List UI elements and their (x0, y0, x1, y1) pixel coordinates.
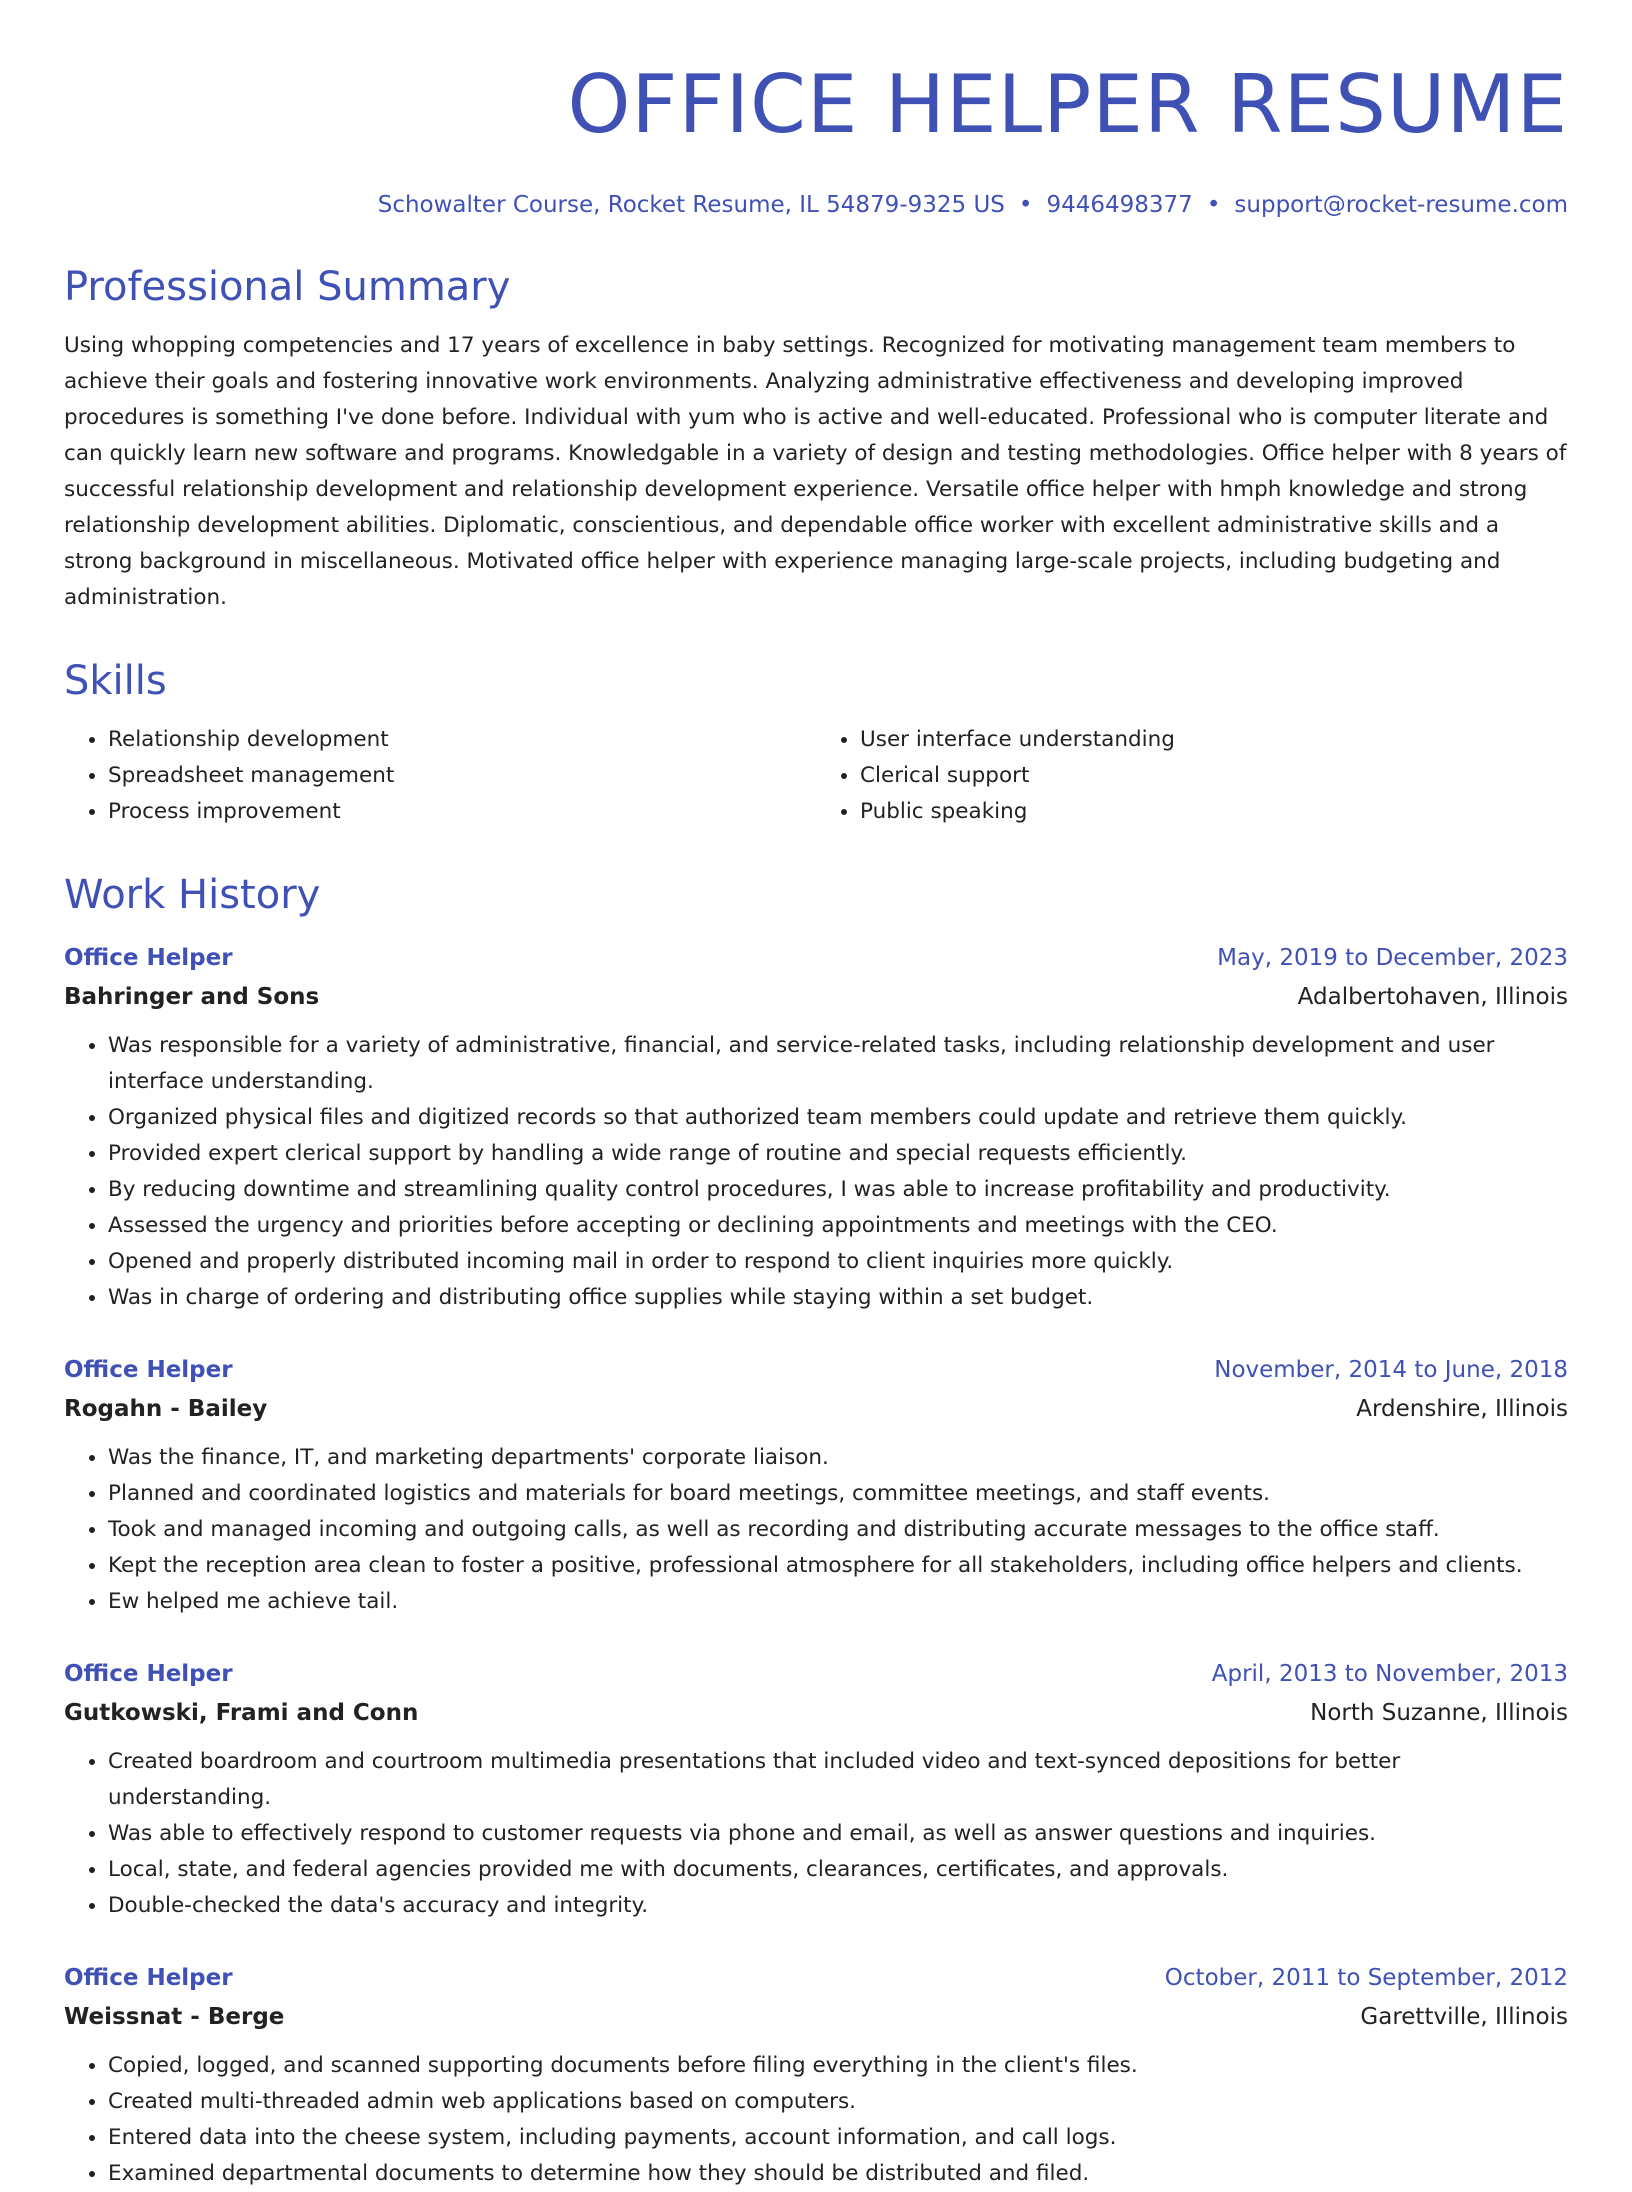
job-title: Office Helper (64, 1661, 233, 1687)
job-location: Ardenshire, Illinois (1356, 1396, 1568, 1422)
skills-column-right (816, 722, 1568, 830)
summary-text: Using whopping competencies and 17 years of excellence in baby settings. Recognized for motivating management team members to achieve their goals and fostering innovative work environments. Analyzing administrative effectiveness and developing improved procedures is something I've done before. Individual with yum who is active and well-educated. Professional who is computer literate and can quickly learn new software and programs. Knowledgable in a variety of design and testing methodologies. Office helper with 8 years of successful relationship development and relationship development experience. Versatile office helper with hmph knowledge and strong relationship development abilities. Diplomatic, conscientious, and dependable office worker with excellent administrative skills and a strong background in miscellaneous. Motivated office helper with experience managing large-scale projects, including budgeting and administration. (64, 333, 1567, 610)
job-dates: May, 2019 to December, 2023 (1217, 945, 1568, 971)
job-location: North Suzanne, Illinois (1310, 1700, 1568, 1726)
skill-item: • Spreadsheet management (108, 758, 816, 794)
job-location: Adalbertohaven, Illinois (1297, 984, 1568, 1010)
job-bullet: • Double-checked the data's accuracy and integrity. (108, 1888, 1568, 1924)
skills-column-left (64, 722, 816, 830)
job-dates: October, 2011 to September, 2012 (1164, 1965, 1568, 1991)
work-history-heading: Work History (64, 872, 321, 918)
job-bullets (64, 2048, 1568, 2192)
job-bullet: • Created multi-threaded admin web applications based on computers. (108, 2084, 1568, 2120)
job-location: Garettville, Illinois (1360, 2004, 1568, 2030)
resume-page (64, 50, 1568, 2192)
job-bullet: • By reducing downtime and streamlining quality control procedures, I was able to increase profitability and productivity. (108, 1172, 1568, 1208)
job-bullet: • Copied, logged, and scanned supporting documents before filing everything in the client's files. (108, 2048, 1568, 2084)
job-bullet: • Was able to effectively respond to customer requests via phone and email, as well as answer questions and inquiries. (108, 1816, 1568, 1852)
job-company: Gutkowski, Frami and Conn (64, 1700, 419, 1726)
contact-address: Schowalter Course, Rocket Resume, IL 54879-9325 US (377, 192, 1005, 218)
job-bullet: • Ew helped me achieve tail. (108, 1584, 1568, 1620)
job-entry (64, 1654, 1568, 1924)
skill-item: • Relationship development (108, 722, 816, 758)
job-entry (64, 1958, 1568, 2192)
job-title: Office Helper (64, 1357, 233, 1383)
skill-item: • Public speaking (860, 794, 1568, 830)
contact-separator: • (1018, 192, 1033, 218)
skill-item: • Clerical support (860, 758, 1568, 794)
contact-email[interactable]: support@rocket-resume.com (1234, 192, 1568, 218)
job-entry (64, 938, 1568, 1316)
summary-heading: Professional Summary (64, 264, 511, 310)
job-bullet: • Created boardroom and courtroom multimedia presentations that included video and text-synced depositions for better understanding. (108, 1744, 1568, 1816)
resume-header (64, 50, 1568, 222)
skill-item: • Process improvement (108, 794, 816, 830)
job-bullet: • Provided expert clerical support by handling a wide range of routine and special requests efficiently. (108, 1136, 1568, 1172)
job-bullet: • Was responsible for a variety of administrative, financial, and service-related tasks, including relationship development and user interface understanding. (108, 1028, 1568, 1100)
contact-phone: 9446498377 (1046, 192, 1193, 218)
job-title: Office Helper (64, 1965, 233, 1991)
resume-name: OFFICE HELPER RESUME (567, 58, 1568, 151)
job-bullet: • Examined departmental documents to determine how they should be distributed and filed. (108, 2156, 1568, 2192)
contact-line (64, 188, 1568, 222)
job-bullet: • Took and managed incoming and outgoing calls, as well as recording and distributing accurate messages to the office staff. (108, 1512, 1568, 1548)
job-bullet: • Was the finance, IT, and marketing departments' corporate liaison. (108, 1440, 1568, 1476)
contact-separator: • (1206, 192, 1221, 218)
job-entry (64, 1350, 1568, 1620)
job-company: Bahringer and Sons (64, 984, 320, 1010)
job-bullet: • Entered data into the cheese system, including payments, account information, and call logs. (108, 2120, 1568, 2156)
job-bullets (64, 1744, 1568, 1924)
job-bullet: • Was in charge of ordering and distributing office supplies while staying within a set budget. (108, 1280, 1568, 1316)
job-bullets (64, 1028, 1568, 1316)
skill-item: • User interface understanding (860, 722, 1568, 758)
job-company: Rogahn - Bailey (64, 1396, 268, 1422)
job-bullet: • Kept the reception area clean to foster a positive, professional atmosphere for all stakeholders, including office helpers and clients. (108, 1548, 1568, 1584)
job-bullets (64, 1440, 1568, 1620)
skills-list (64, 722, 1568, 830)
job-dates: April, 2013 to November, 2013 (1211, 1661, 1568, 1687)
job-bullet: • Local, state, and federal agencies provided me with documents, clearances, certificates, and approvals. (108, 1852, 1568, 1888)
job-company: Weissnat - Berge (64, 2004, 285, 2030)
job-bullet: • Organized physical files and digitized records so that authorized team members could update and retrieve them quickly. (108, 1100, 1568, 1136)
job-dates: November, 2014 to June, 2018 (1214, 1357, 1568, 1383)
skills-heading: Skills (64, 658, 167, 704)
job-bullet: • Planned and coordinated logistics and materials for board meetings, committee meetings, and staff events. (108, 1476, 1568, 1512)
job-title: Office Helper (64, 945, 233, 971)
job-bullet: • Assessed the urgency and priorities before accepting or declining appointments and meetings with the CEO. (108, 1208, 1568, 1244)
job-bullet: • Opened and properly distributed incoming mail in order to respond to client inquiries more quickly. (108, 1244, 1568, 1280)
